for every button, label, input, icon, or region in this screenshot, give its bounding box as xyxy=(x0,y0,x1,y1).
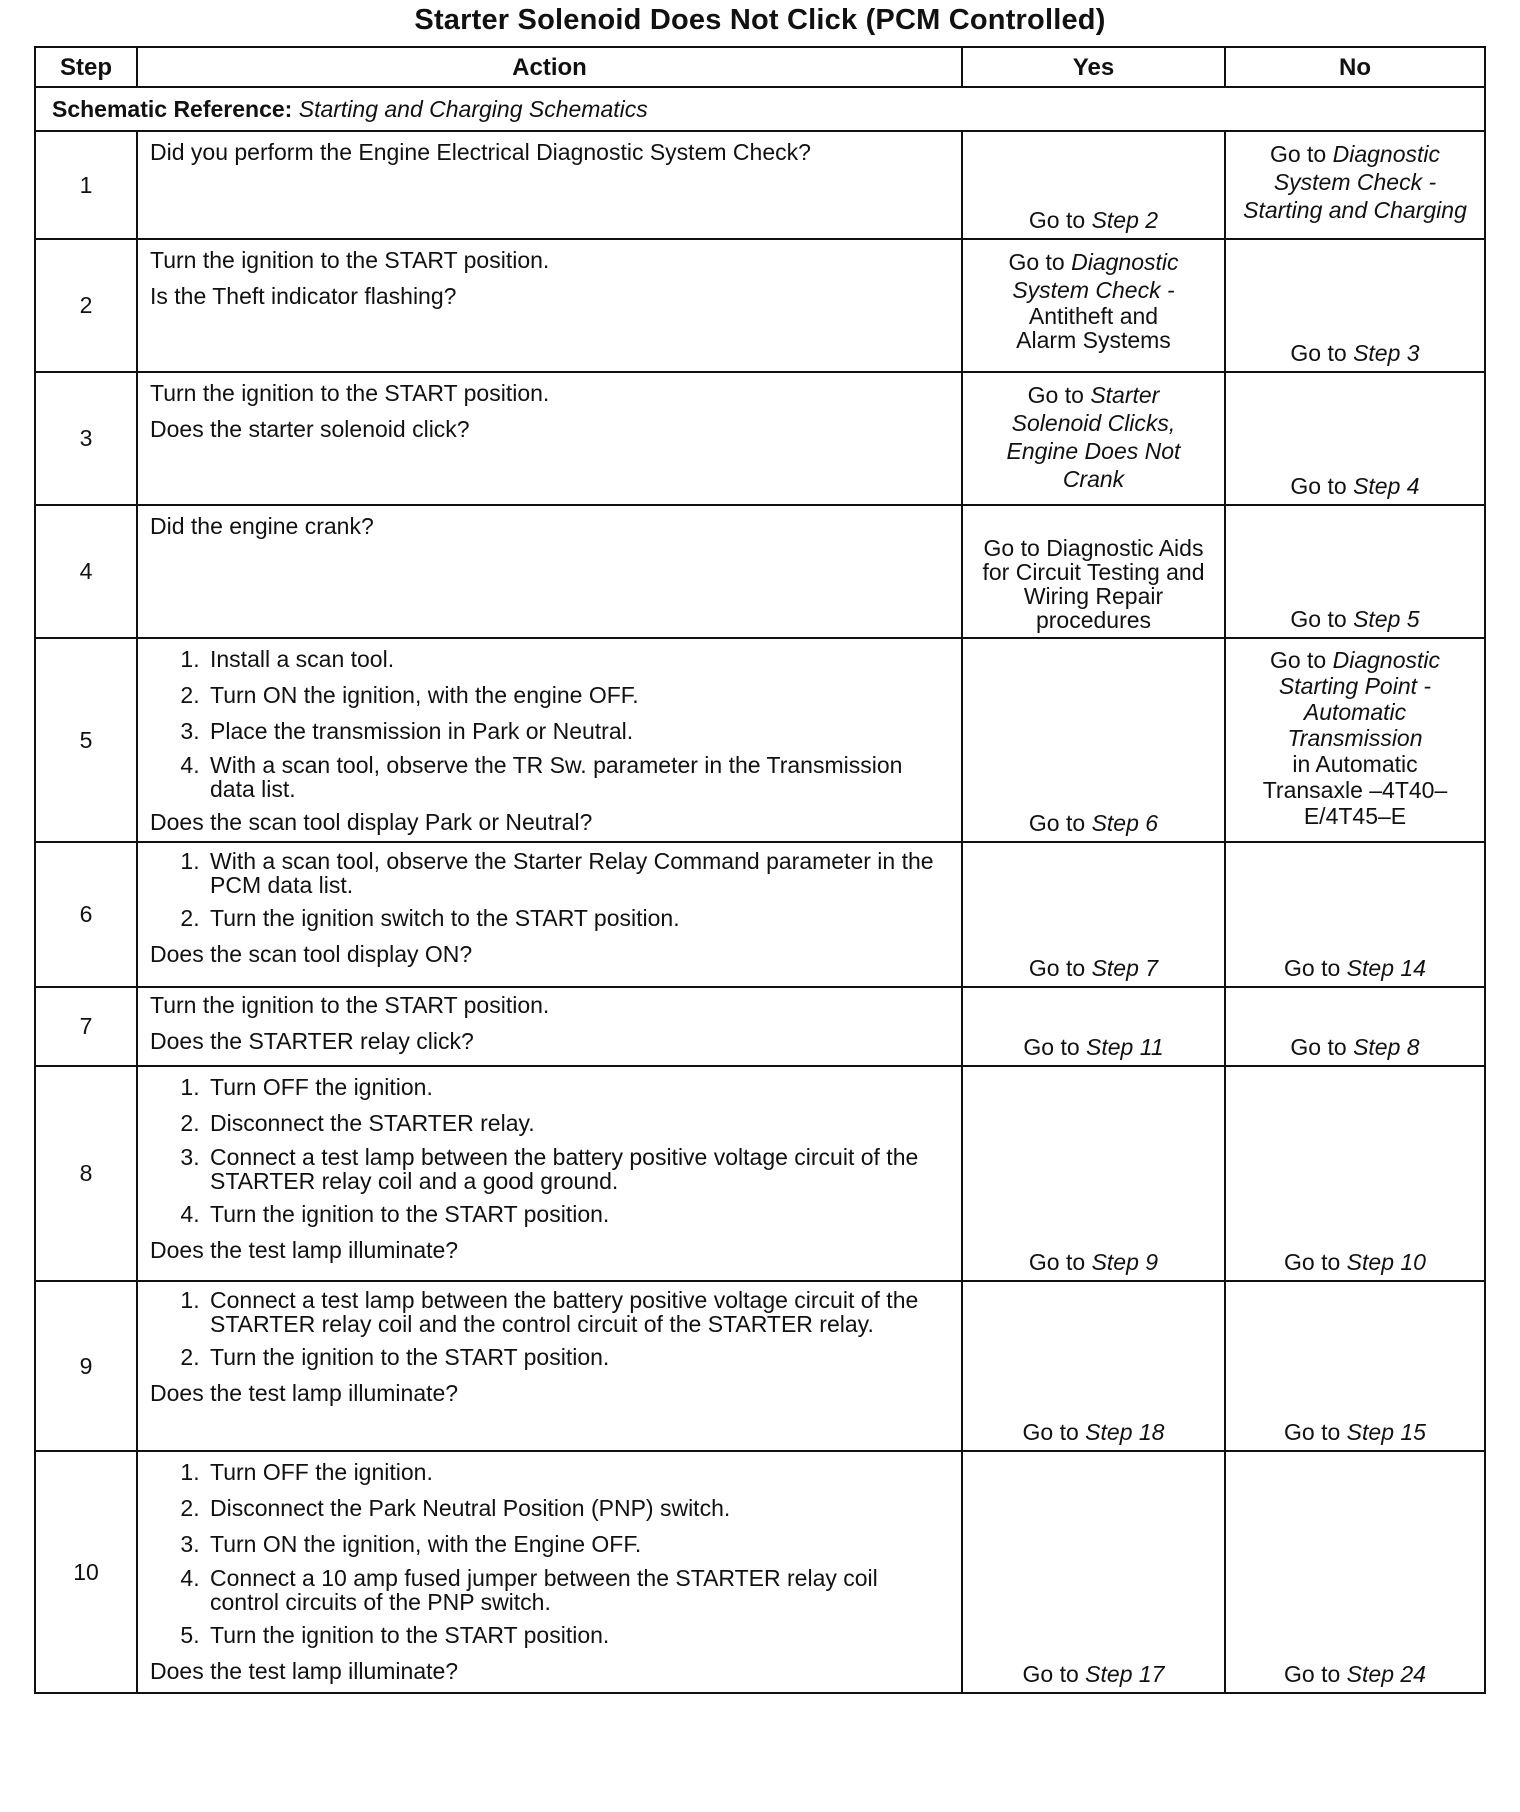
list-item: 1. Turn OFF the ignition. xyxy=(206,1458,951,1487)
no-rest: in Automatic Transaxle –4T40–E/4T45–E xyxy=(1262,751,1448,829)
yes-cell xyxy=(962,638,1225,842)
yes-ref: Step 9 xyxy=(1091,1249,1159,1275)
list-item: 3. Connect a test lamp between the battery positive voltage circuit of the STARTER relay coil and a good ground. xyxy=(206,1145,951,1193)
step-number: 4 xyxy=(35,505,137,638)
action-cell xyxy=(137,372,962,505)
action-question: Is the Theft indicator flashing? xyxy=(150,283,457,309)
no-ref: Step 5 xyxy=(1353,606,1420,632)
no-ref: Step 3 xyxy=(1353,340,1420,366)
list-item: 2. Disconnect the STARTER relay. xyxy=(206,1109,951,1138)
no-cell xyxy=(1225,239,1485,372)
yes-rest: Antitheft and Alarm Systems xyxy=(1016,303,1171,353)
action-cell xyxy=(137,987,962,1066)
no-ref: Step 24 xyxy=(1346,1661,1426,1687)
no-ref: Diagnostic Starting Point - Automatic Transmission xyxy=(1278,647,1441,751)
no-prefix: Go to xyxy=(1290,1034,1354,1060)
no-prefix: Go to xyxy=(1290,473,1354,499)
yes-prefix: Go to xyxy=(1023,1034,1087,1060)
yes-ref: Step 2 xyxy=(1091,207,1159,233)
step-number: 9 xyxy=(35,1281,137,1451)
header-yes: Yes xyxy=(962,47,1225,87)
step-number: 5 xyxy=(35,638,137,842)
no-cell xyxy=(1225,842,1485,987)
step-number: 6 xyxy=(35,842,137,987)
list-item: 3. Place the transmission in Park or Neutral. xyxy=(206,717,951,746)
action-cell xyxy=(137,1451,962,1693)
yes-prefix: Go to xyxy=(1028,1249,1092,1275)
action-steps-list xyxy=(150,849,951,933)
yes-cell xyxy=(962,131,1225,239)
schematic-value: Starting and Charging Schematics xyxy=(298,95,648,122)
action-cell xyxy=(137,505,962,638)
action-cell xyxy=(137,1281,962,1451)
no-cell xyxy=(1225,1281,1485,1451)
action-line: Turn the ignition to the START position. xyxy=(150,992,550,1018)
action-cell xyxy=(137,842,962,987)
action-text: Did you perform the Engine Electrical Diagnostic System Check? xyxy=(150,139,811,165)
list-item: 4. With a scan tool, observe the TR Sw. parameter in the Transmission data list. xyxy=(206,753,951,801)
action-line: Turn the ignition to the START position. xyxy=(150,247,550,273)
list-item: 1. Connect a test lamp between the battery positive voltage circuit of the STARTER relay coil and the control circuit of the STARTER relay. xyxy=(206,1288,951,1336)
list-item: 2. Disconnect the Park Neutral Position (PNP) switch. xyxy=(206,1494,951,1523)
action-question: Does the test lamp illuminate? xyxy=(150,1380,459,1406)
yes-prefix: Go to xyxy=(1022,1419,1086,1445)
list-item: 3. Turn ON the ignition, with the Engine OFF. xyxy=(206,1530,951,1559)
header-row xyxy=(35,47,1485,87)
yes-prefix: Go to xyxy=(1028,207,1092,233)
no-prefix: Go to xyxy=(1284,1661,1347,1687)
step-number: 3 xyxy=(35,372,137,505)
action-question: Does the STARTER relay click? xyxy=(150,1028,474,1054)
step-number: 7 xyxy=(35,987,137,1066)
no-prefix: Go to xyxy=(1284,1249,1347,1275)
schematic-label: Schematic Reference: xyxy=(52,95,293,122)
yes-cell xyxy=(962,1451,1225,1693)
yes-ref: Step 18 xyxy=(1085,1419,1165,1445)
table-row xyxy=(35,239,1485,372)
no-ref: Step 14 xyxy=(1346,955,1426,981)
table-row xyxy=(35,638,1485,842)
no-cell xyxy=(1225,987,1485,1066)
action-question: Does the test lamp illuminate? xyxy=(150,1237,459,1263)
yes-text: Go to Diagnostic Aids for Circuit Testing and Wiring Repair procedures xyxy=(982,534,1205,633)
no-cell xyxy=(1225,372,1485,505)
schematic-reference xyxy=(35,87,1485,131)
no-prefix: Go to xyxy=(1290,340,1354,366)
table-row xyxy=(35,1066,1485,1281)
yes-ref: Step 7 xyxy=(1091,955,1159,981)
yes-cell xyxy=(962,372,1225,505)
header-no: No xyxy=(1225,47,1485,87)
yes-ref: Starter Solenoid Clicks, Engine Does Not Crank xyxy=(1006,382,1181,492)
yes-ref: Step 6 xyxy=(1091,810,1159,836)
action-cell xyxy=(137,638,962,842)
header-step: Step xyxy=(35,47,137,87)
diagnostic-table xyxy=(34,46,1486,1694)
list-item: 1. Turn OFF the ignition. xyxy=(206,1073,951,1102)
schematic-row xyxy=(35,87,1485,131)
action-line: Turn the ignition to the START position. xyxy=(150,380,550,406)
no-cell xyxy=(1225,1451,1485,1693)
table-row xyxy=(35,842,1485,987)
yes-ref: Diagnostic System Check - xyxy=(1012,249,1179,303)
yes-cell xyxy=(962,239,1225,372)
list-item: 1. With a scan tool, observe the Starter Relay Command parameter in the PCM data list. xyxy=(206,849,951,897)
action-question: Does the scan tool display ON? xyxy=(150,941,473,967)
yes-ref: Step 17 xyxy=(1085,1661,1165,1687)
list-item: 4. Turn the ignition to the START position. xyxy=(206,1200,951,1229)
no-prefix: Go to xyxy=(1284,1419,1347,1445)
yes-prefix: Go to xyxy=(1028,810,1092,836)
yes-prefix: Go to xyxy=(1008,249,1072,275)
list-item: 4. Connect a 10 amp fused jumper between the STARTER relay coil control circuits of the PNP switch. xyxy=(206,1566,951,1614)
yes-cell xyxy=(962,1066,1225,1281)
action-steps-list xyxy=(150,1073,951,1229)
action-steps-list xyxy=(150,1288,951,1372)
yes-prefix: Go to xyxy=(1028,955,1092,981)
no-prefix: Go to xyxy=(1269,141,1333,167)
no-cell xyxy=(1225,1066,1485,1281)
no-prefix: Go to xyxy=(1269,647,1333,673)
step-number: 10 xyxy=(35,1451,137,1693)
list-item: 5. Turn the ignition to the START position. xyxy=(206,1621,951,1650)
action-question: Does the starter solenoid click? xyxy=(150,416,470,442)
no-cell xyxy=(1225,131,1485,239)
no-ref: Step 10 xyxy=(1346,1249,1426,1275)
no-cell xyxy=(1225,638,1485,842)
yes-cell xyxy=(962,842,1225,987)
yes-prefix: Go to xyxy=(1022,1661,1086,1687)
action-question: Does the scan tool display Park or Neutral? xyxy=(150,809,593,835)
table-row xyxy=(35,987,1485,1066)
list-item: 2. Turn the ignition to the START position. xyxy=(206,1343,951,1372)
no-ref: Step 4 xyxy=(1353,473,1420,499)
yes-cell xyxy=(962,505,1225,638)
action-steps-list xyxy=(150,1458,951,1650)
no-ref: Step 15 xyxy=(1346,1419,1426,1445)
action-cell xyxy=(137,131,962,239)
page-title: Starter Solenoid Does Not Click (PCM Controlled) xyxy=(414,4,1106,36)
yes-cell xyxy=(962,987,1225,1066)
list-item: 2. Turn ON the ignition, with the engine OFF. xyxy=(206,681,951,710)
table-row xyxy=(35,1451,1485,1693)
action-question: Does the test lamp illuminate? xyxy=(150,1658,459,1684)
list-item: 2. Turn the ignition switch to the START position. xyxy=(206,904,951,933)
action-cell xyxy=(137,1066,962,1281)
table-row xyxy=(35,131,1485,239)
yes-ref: Step 11 xyxy=(1086,1034,1164,1060)
table-row xyxy=(35,1281,1485,1451)
step-number: 8 xyxy=(35,1066,137,1281)
action-steps-list xyxy=(150,645,951,801)
header-action: Action xyxy=(137,47,962,87)
no-prefix: Go to xyxy=(1284,955,1347,981)
yes-cell xyxy=(962,1281,1225,1451)
yes-prefix: Go to xyxy=(1027,382,1091,408)
step-number: 1 xyxy=(35,131,137,239)
list-item: 1. Install a scan tool. xyxy=(206,645,951,674)
action-cell xyxy=(137,239,962,372)
step-number: 2 xyxy=(35,239,137,372)
no-prefix: Go to xyxy=(1290,606,1354,632)
no-cell xyxy=(1225,505,1485,638)
no-ref: Step 8 xyxy=(1353,1034,1420,1060)
no-ref: Diagnostic System Check - Starting and Charging xyxy=(1243,141,1467,223)
table-row xyxy=(35,372,1485,505)
action-text: Did the engine crank? xyxy=(150,513,374,539)
table-row xyxy=(35,505,1485,638)
